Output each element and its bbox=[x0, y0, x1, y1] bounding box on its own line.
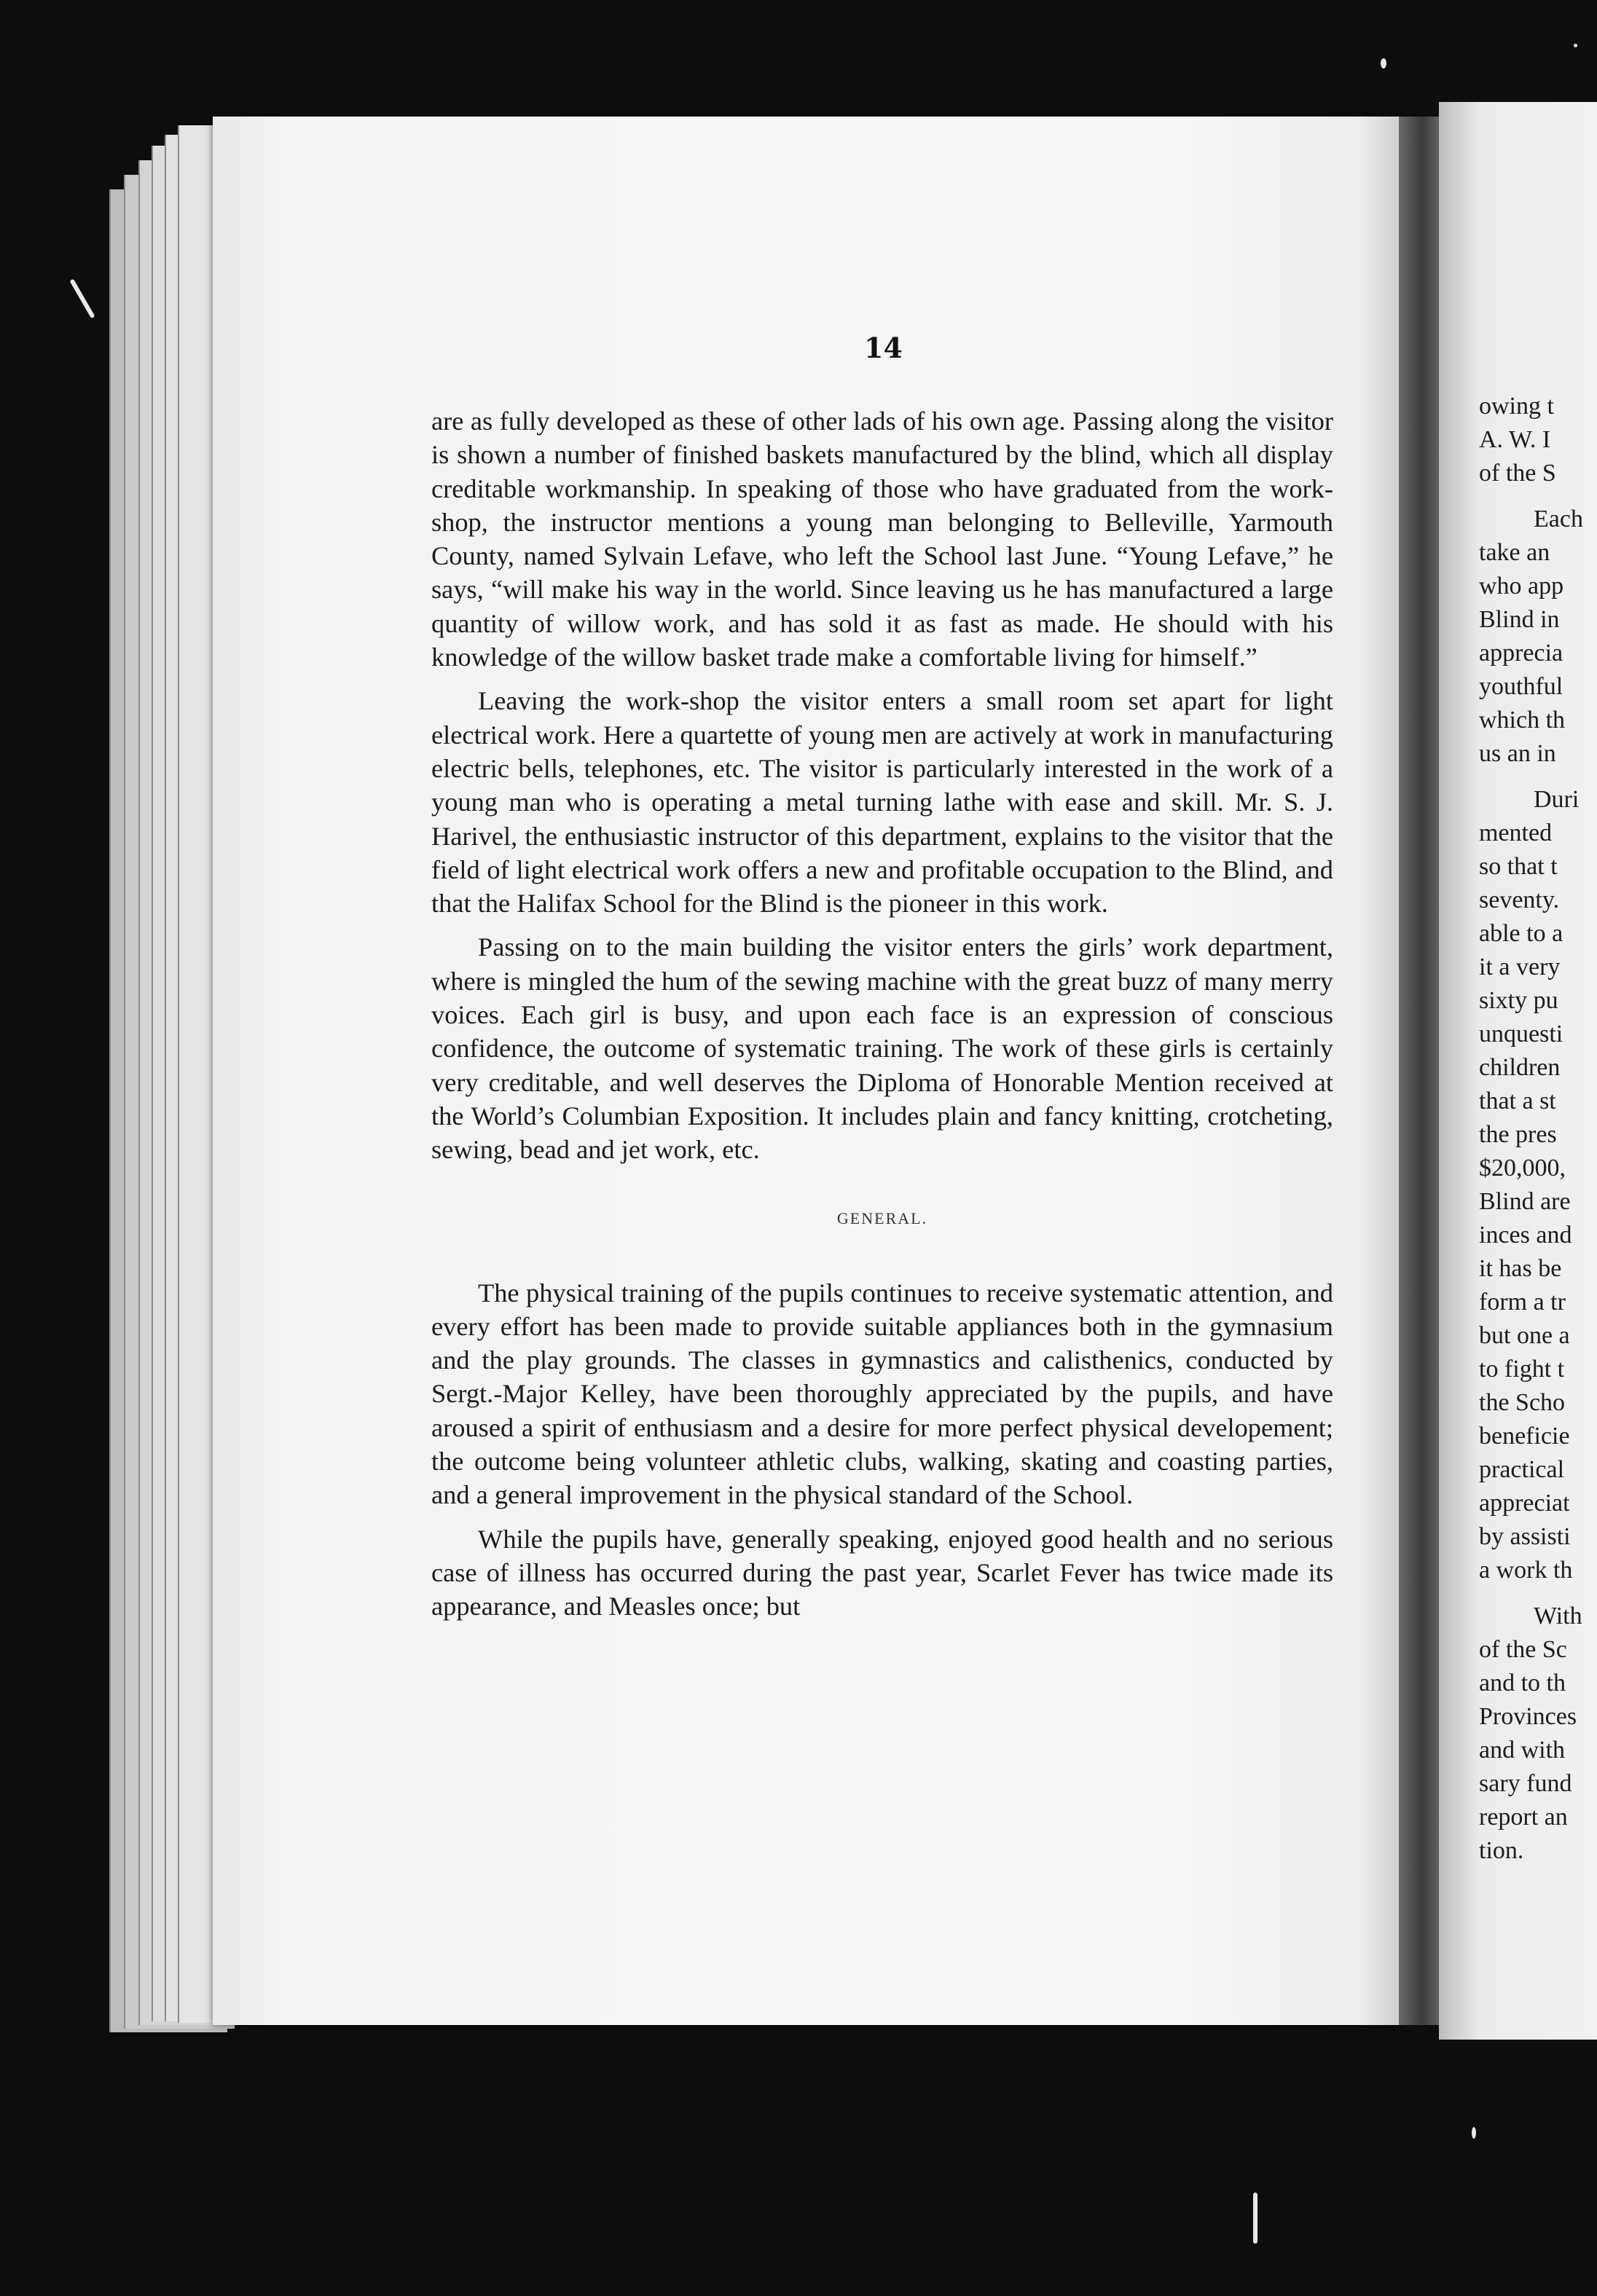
right-page-line: sary fund bbox=[1479, 1770, 1572, 1797]
paragraph-gap bbox=[1479, 490, 1597, 503]
paragraph-gap bbox=[1479, 771, 1597, 783]
right-page-line: practical bbox=[1479, 1456, 1565, 1483]
right-page-line: beneficie bbox=[1479, 1423, 1570, 1450]
scan-speck bbox=[1381, 58, 1386, 68]
scan-speck bbox=[1253, 2193, 1257, 2244]
right-page-line: A. W. I bbox=[1479, 426, 1551, 453]
right-page-line: that a st bbox=[1479, 1088, 1556, 1114]
right-page-line: able to a bbox=[1479, 920, 1563, 947]
right-page-line: Blind in bbox=[1479, 606, 1560, 633]
right-page-line: sixty pu bbox=[1479, 987, 1558, 1014]
right-page-line: seventy. bbox=[1479, 886, 1560, 913]
right-page-line: of the S bbox=[1479, 460, 1556, 487]
page-number: 14 bbox=[864, 331, 903, 364]
scan-speck bbox=[1472, 2127, 1476, 2139]
right-page-line: it has be bbox=[1479, 1255, 1562, 1282]
right-page-line: us an in bbox=[1479, 740, 1556, 767]
right-page-line: children bbox=[1479, 1054, 1561, 1081]
right-page-line: Duri bbox=[1534, 786, 1580, 813]
right-page-line: Provinces bbox=[1479, 1703, 1577, 1730]
scan-speck bbox=[69, 279, 95, 319]
paragraph: While the pupils have, generally speaking, enjoyed good health and no serious case of illness has occurred during the past year, Scarlet Fever has twice made its appearance, and Measles once; but bbox=[431, 1524, 1333, 1621]
paragraph: Passing on to the main building the visitor enters the girls’ work department, where is mingled the hum of the sewing machine with the great buzz of many merry voices. Each girl is busy, and upon each face is an expression of conscious confidence, the outcome of systematic training. The work of these girls is certainly very creditable, and well deserves the Diploma of Honorable Mention received at the World’s Columbian Exposition. It includes plain and fancy knitting, crotcheting, sewing, bead and jet work, etc. bbox=[431, 932, 1333, 1165]
right-page-line: but one a bbox=[1479, 1322, 1570, 1349]
right-page-line: inces and bbox=[1479, 1222, 1572, 1249]
right-page-line: a work th bbox=[1479, 1557, 1573, 1584]
right-page-line: $20,000, bbox=[1479, 1155, 1566, 1182]
right-page-line: mented bbox=[1479, 819, 1553, 846]
paragraph: The physical training of the pupils continues to receive systematic attention, and every effort has been made to provide suitable appliances both in the gymnasium and the play grounds. The classes in gymnastics and calisthenics, conducted by Sergt.-Major Kelley, have been thoroughly appreciated by the pupils, and have aroused a spirit of enthusiasm and a desire for more perfect physical developement; the outcome being volunteer athletic clubs, walking, skating and coasting parties, and a general improvement in the physical standard of the School. bbox=[431, 1278, 1333, 1510]
right-page-line: which th bbox=[1479, 707, 1566, 734]
right-page-line: youthful bbox=[1479, 673, 1563, 700]
right-page-line: With bbox=[1534, 1603, 1582, 1629]
right-page-line: by assisti bbox=[1479, 1523, 1571, 1550]
right-page-line: unquesti bbox=[1479, 1021, 1563, 1047]
right-page-line: report an bbox=[1479, 1804, 1568, 1831]
scan-speck bbox=[1574, 44, 1577, 47]
right-page-line: Blind are bbox=[1479, 1188, 1571, 1215]
right-page-line: of the Sc bbox=[1479, 1636, 1567, 1663]
right-page-line: tion. bbox=[1479, 1837, 1524, 1864]
right-page-line: and to th bbox=[1479, 1670, 1566, 1697]
section-heading: GENERAL. bbox=[836, 1208, 928, 1227]
right-page-line: apprecia bbox=[1479, 640, 1563, 667]
right-page-line: form a tr bbox=[1479, 1289, 1566, 1316]
right-page-line: the pres bbox=[1479, 1121, 1557, 1148]
right-page-line: owing t bbox=[1479, 393, 1554, 420]
paragraph: are as fully developed as these of other lads of his own age. Passing along the visitor is shown a number of finished baskets manufactured by the blind, which all display creditable workmanship. In speaking of those who have graduated from the work-shop, the instructor mentions a young man belonging to Belleville, Yarmouth County, named Sylvain Lefave, who left the School last June. “Young Lefave,” he says, “will make his way in the world. Since leaving us he has manufactured a large quantity of willow work, and has sold it as fast as made. He should with his knowledge of the willow basket trade make a comfortable living for himself.” bbox=[431, 406, 1333, 672]
right-page-line: the Scho bbox=[1479, 1389, 1566, 1416]
right-page-body bbox=[1479, 390, 1597, 1868]
right-page-line: and with bbox=[1479, 1737, 1566, 1764]
right-page-line: to fight t bbox=[1479, 1356, 1565, 1383]
right-page-line: so that t bbox=[1479, 853, 1558, 880]
right-page-line: it a very bbox=[1479, 954, 1561, 980]
right-page-line: take an bbox=[1479, 539, 1550, 566]
paragraph-gap bbox=[1479, 1587, 1597, 1600]
right-page-line: who app bbox=[1479, 573, 1564, 599]
paragraph: Leaving the work-shop the visitor enters a small room set apart for light electrical work. Here a quartette of young men are actively at work in manufacturing electric bells, telephones, etc. The visitor is particularly interested in the work of a young man who is operating a metal turning lathe with ease and skill. Mr. S. J. Harivel, the enthusiastic instructor of this department, explains to the visitor that the field of light electrical work offers a new and profitable occupation to the Blind, and that the Halifax School for the Blind is the pioneer in this work. bbox=[431, 686, 1333, 919]
left-page-body bbox=[431, 404, 1333, 1624]
right-page-line: appreciat bbox=[1479, 1490, 1570, 1517]
right-page-line: Each bbox=[1534, 506, 1583, 532]
